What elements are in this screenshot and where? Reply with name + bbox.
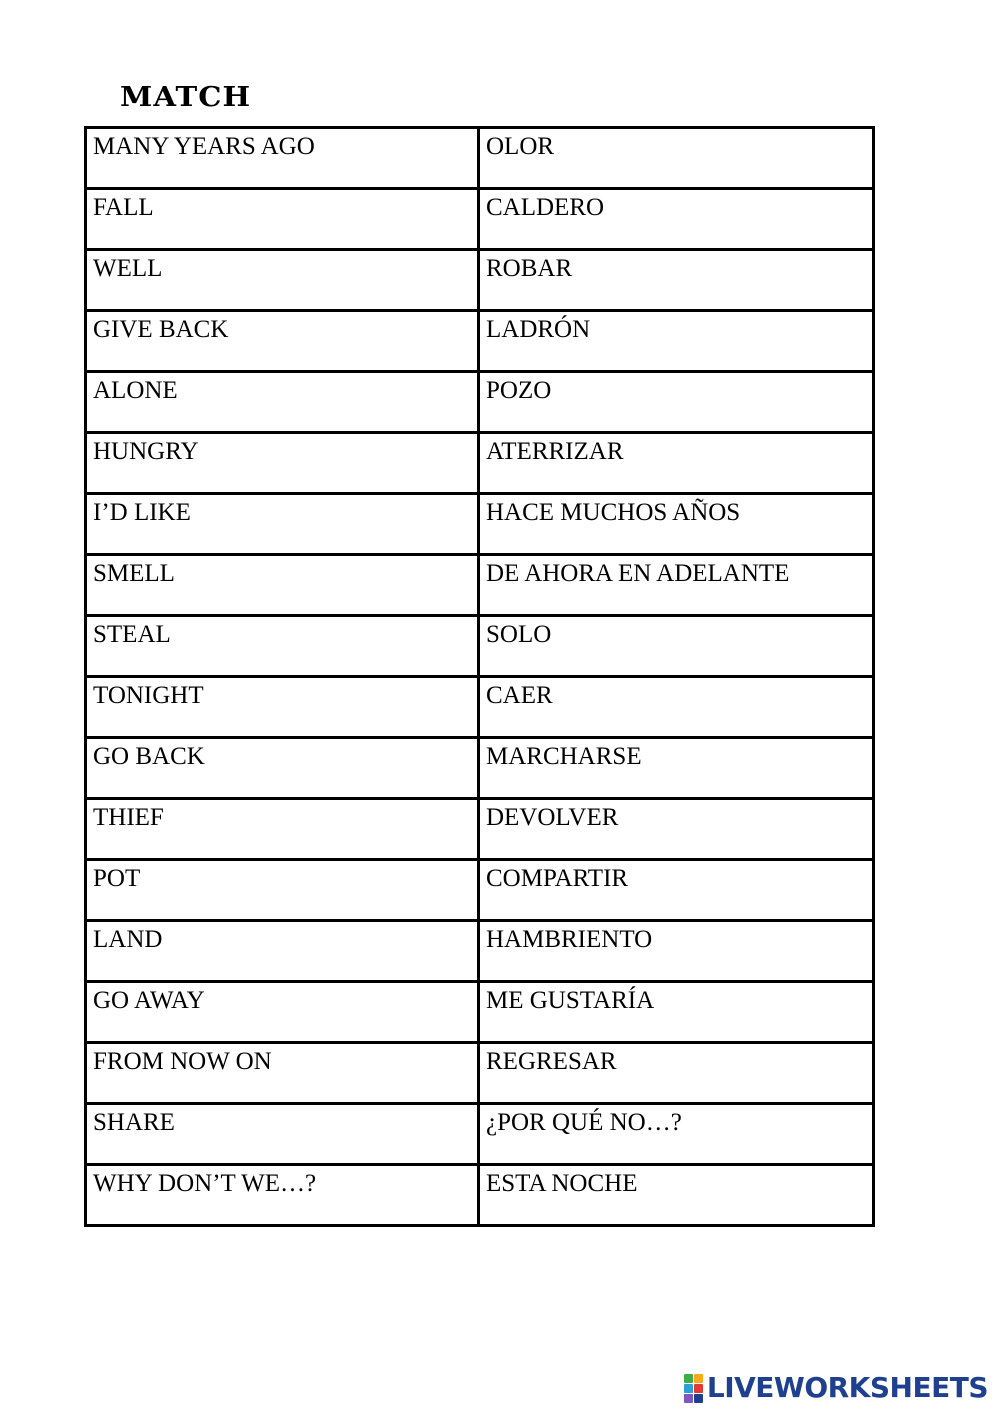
logo-blocks-icon bbox=[684, 1374, 703, 1403]
logo-block bbox=[684, 1374, 693, 1383]
table-row bbox=[86, 555, 874, 616]
table-row bbox=[86, 494, 874, 555]
spanish-term-cell: ATERRIZAR bbox=[479, 433, 874, 494]
english-term-cell: I’D LIKE bbox=[86, 494, 479, 555]
table-row bbox=[86, 372, 874, 433]
english-term-cell: GO AWAY bbox=[86, 982, 479, 1043]
spanish-term-cell: HACE MUCHOS AÑOS bbox=[479, 494, 874, 555]
english-term-cell: GIVE BACK bbox=[86, 311, 479, 372]
table-row bbox=[86, 1043, 874, 1104]
spanish-term-cell: DEVOLVER bbox=[479, 799, 874, 860]
english-term-cell: SMELL bbox=[86, 555, 479, 616]
spanish-term-cell: POZO bbox=[479, 372, 874, 433]
spanish-term-cell: OLOR bbox=[479, 128, 874, 189]
table-row bbox=[86, 738, 874, 799]
table-row bbox=[86, 982, 874, 1043]
english-term-cell: MANY YEARS AGO bbox=[86, 128, 479, 189]
table-row bbox=[86, 860, 874, 921]
english-term-cell: ALONE bbox=[86, 372, 479, 433]
table-row bbox=[86, 799, 874, 860]
table-row bbox=[86, 128, 874, 189]
spanish-term-cell: COMPARTIR bbox=[479, 860, 874, 921]
english-term-cell: HUNGRY bbox=[86, 433, 479, 494]
logo-block bbox=[694, 1384, 703, 1393]
spanish-term-cell: ESTA NOCHE bbox=[479, 1165, 874, 1226]
english-term-cell: POT bbox=[86, 860, 479, 921]
logo-block bbox=[694, 1394, 703, 1403]
english-term-cell: TONIGHT bbox=[86, 677, 479, 738]
english-term-cell: FROM NOW ON bbox=[86, 1043, 479, 1104]
table-row bbox=[86, 921, 874, 982]
english-term-cell: WHY DON’T WE…? bbox=[86, 1165, 479, 1226]
table-row bbox=[86, 1104, 874, 1165]
logo-block bbox=[694, 1374, 703, 1383]
liveworksheets-logo bbox=[684, 1373, 988, 1403]
table-row bbox=[86, 1165, 874, 1226]
worksheet-title: MATCH bbox=[120, 82, 252, 113]
brand-name: LIVEWORKSHEETS bbox=[706, 1371, 988, 1404]
english-term-cell: STEAL bbox=[86, 616, 479, 677]
spanish-term-cell: ROBAR bbox=[479, 250, 874, 311]
table-row bbox=[86, 311, 874, 372]
logo-block bbox=[684, 1394, 693, 1403]
table-row bbox=[86, 189, 874, 250]
table-row bbox=[86, 616, 874, 677]
table-row bbox=[86, 677, 874, 738]
english-term-cell: SHARE bbox=[86, 1104, 479, 1165]
match-table bbox=[84, 126, 875, 1227]
spanish-term-cell: SOLO bbox=[479, 616, 874, 677]
match-table-body bbox=[86, 128, 874, 1226]
english-term-cell: FALL bbox=[86, 189, 479, 250]
english-term-cell: WELL bbox=[86, 250, 479, 311]
spanish-term-cell: CAER bbox=[479, 677, 874, 738]
spanish-term-cell: ¿POR QUÉ NO…? bbox=[479, 1104, 874, 1165]
table-row bbox=[86, 250, 874, 311]
spanish-term-cell: LADRÓN bbox=[479, 311, 874, 372]
spanish-term-cell: ME GUSTARÍA bbox=[479, 982, 874, 1043]
spanish-term-cell: CALDERO bbox=[479, 189, 874, 250]
spanish-term-cell: MARCHARSE bbox=[479, 738, 874, 799]
english-term-cell: THIEF bbox=[86, 799, 479, 860]
english-term-cell: LAND bbox=[86, 921, 479, 982]
spanish-term-cell: REGRESAR bbox=[479, 1043, 874, 1104]
table-row bbox=[86, 433, 874, 494]
english-term-cell: GO BACK bbox=[86, 738, 479, 799]
logo-block bbox=[684, 1384, 693, 1393]
spanish-term-cell: HAMBRIENTO bbox=[479, 921, 874, 982]
spanish-term-cell: DE AHORA EN ADELANTE bbox=[479, 555, 874, 616]
